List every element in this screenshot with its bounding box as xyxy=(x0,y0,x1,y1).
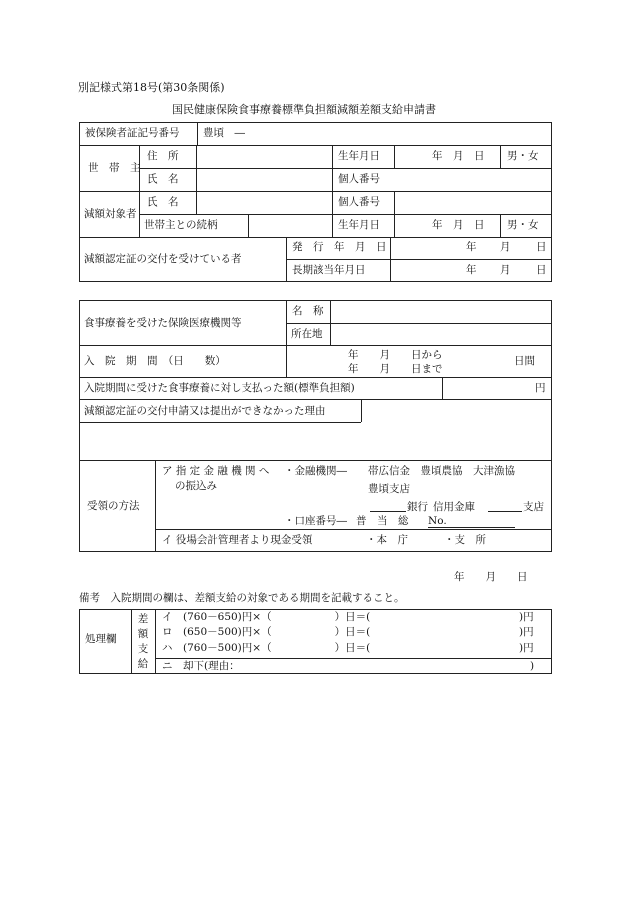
target-birthdate-ymd: 年 月 日 xyxy=(432,219,485,231)
option-i-cash: イ 役場会計管理者より現金受領 xyxy=(162,534,313,546)
period-to: 年 月 日まで xyxy=(348,363,443,375)
address-label: 住 所 xyxy=(147,150,179,162)
credit-union-label: 信用金庫 xyxy=(433,501,475,513)
calc-row-2: ロ (650－500)円×（ ）日＝( xyxy=(162,626,371,638)
issue-date-label: 発 行 年 月 日 xyxy=(292,241,387,253)
head-gender: 男・女 xyxy=(507,150,539,162)
facility-label: 食事療養を受けた保険医療機関等 xyxy=(84,317,242,329)
household-head-label: 世 帯 主 xyxy=(88,162,141,174)
target-person-label: 減額対象者 xyxy=(84,208,137,220)
facility-name-label: 名 称 xyxy=(292,305,324,317)
target-gender: 男・女 xyxy=(507,219,539,231)
application-date: 年 月 日 xyxy=(454,571,528,583)
cert-holder-label: 減額認定証の交付を受けている者 xyxy=(84,253,242,265)
account-no-label: No. xyxy=(428,515,447,527)
option-a-line2: の振込み xyxy=(175,480,217,492)
form-number: 別記様式第18号(第30条関係) xyxy=(78,81,225,94)
issue-month: 月 xyxy=(500,241,511,253)
bank-name-blank xyxy=(370,511,406,512)
paid-amount-yen: 円 xyxy=(535,382,546,394)
rejection-row-end: ) xyxy=(530,660,535,672)
relationship-label: 世帯主との続柄 xyxy=(144,219,218,231)
target-name-label: 氏 名 xyxy=(147,196,179,208)
option-a-line1: ア 指 定 金 融 機 関 へ xyxy=(162,465,270,477)
period-days: 日間 xyxy=(514,355,535,367)
account-no-blank xyxy=(428,527,515,528)
calc-row-1: イ (760－650)円×（ ）日＝( xyxy=(162,611,371,623)
long-term-date-label: 長期該当年月日 xyxy=(292,264,366,276)
bank-label: 銀行 xyxy=(407,501,428,513)
insured-number-value: 豊頃 ― xyxy=(203,127,245,139)
account-types: 普 当 総 xyxy=(356,515,409,527)
calc-row-3-end: )円 xyxy=(519,642,534,654)
target-personal-number-label: 個人番号 xyxy=(338,196,380,208)
processing-label: 処理欄 xyxy=(85,633,117,645)
banks-line2: 豊頃支店 xyxy=(368,483,410,495)
branch-office-option: ・支 所 xyxy=(444,534,486,546)
rejection-row: ニ 却下(理由： xyxy=(162,660,240,672)
calc-row-1-end: )円 xyxy=(519,611,534,623)
long-term-year: 年 xyxy=(466,264,477,276)
long-term-month: 月 xyxy=(500,264,511,276)
remarks-note: 備考 入院期間の欄は、差額支給の対象である期間を記載すること。 xyxy=(79,592,405,604)
diff-payment-label: 差額支給 xyxy=(137,613,149,670)
target-birthdate-label: 生年月日 xyxy=(338,219,380,231)
head-birthdate-ymd: 年 月 日 xyxy=(432,150,485,162)
head-personal-number-label: 個人番号 xyxy=(338,173,380,185)
calc-row-3: ハ (760－500)円×（ ）日＝( xyxy=(162,642,371,654)
issue-year: 年 xyxy=(466,241,477,253)
banks-line1: 帯広信金 豊頃農協 大津漁協 xyxy=(368,465,515,477)
period-from: 年 月 日から xyxy=(348,349,443,361)
form-title: 国民健康保険食事療養標準負担額減額差額支給申請書 xyxy=(172,103,436,116)
branch-label: 支店 xyxy=(523,501,544,513)
account-number-label: ・口座番号― xyxy=(284,515,347,527)
long-term-day: 日 xyxy=(536,264,547,276)
receipt-method-label: 受領の方法 xyxy=(87,500,140,512)
facility-location-label: 所在地 xyxy=(291,328,323,340)
head-name-label: 氏 名 xyxy=(147,173,179,185)
branch-name-blank xyxy=(488,511,522,512)
insured-number-label: 被保険者証記号番号 xyxy=(85,127,180,139)
main-office-option: ・本 庁 xyxy=(366,534,408,546)
head-birthdate-label: 生年月日 xyxy=(338,150,380,162)
calc-row-2-end: )円 xyxy=(519,626,534,638)
paid-amount-label: 入院期間に受けた食事療養に対し支払った額(標準負担額) xyxy=(84,382,355,394)
hospital-period-label: 入 院 期 間 （日 数） xyxy=(84,355,226,367)
issue-day: 日 xyxy=(536,241,547,253)
financial-institution-label: ・金融機関― xyxy=(284,465,347,477)
reason-label: 減額認定証の交付申請又は提出ができなかった理由 xyxy=(84,405,326,417)
